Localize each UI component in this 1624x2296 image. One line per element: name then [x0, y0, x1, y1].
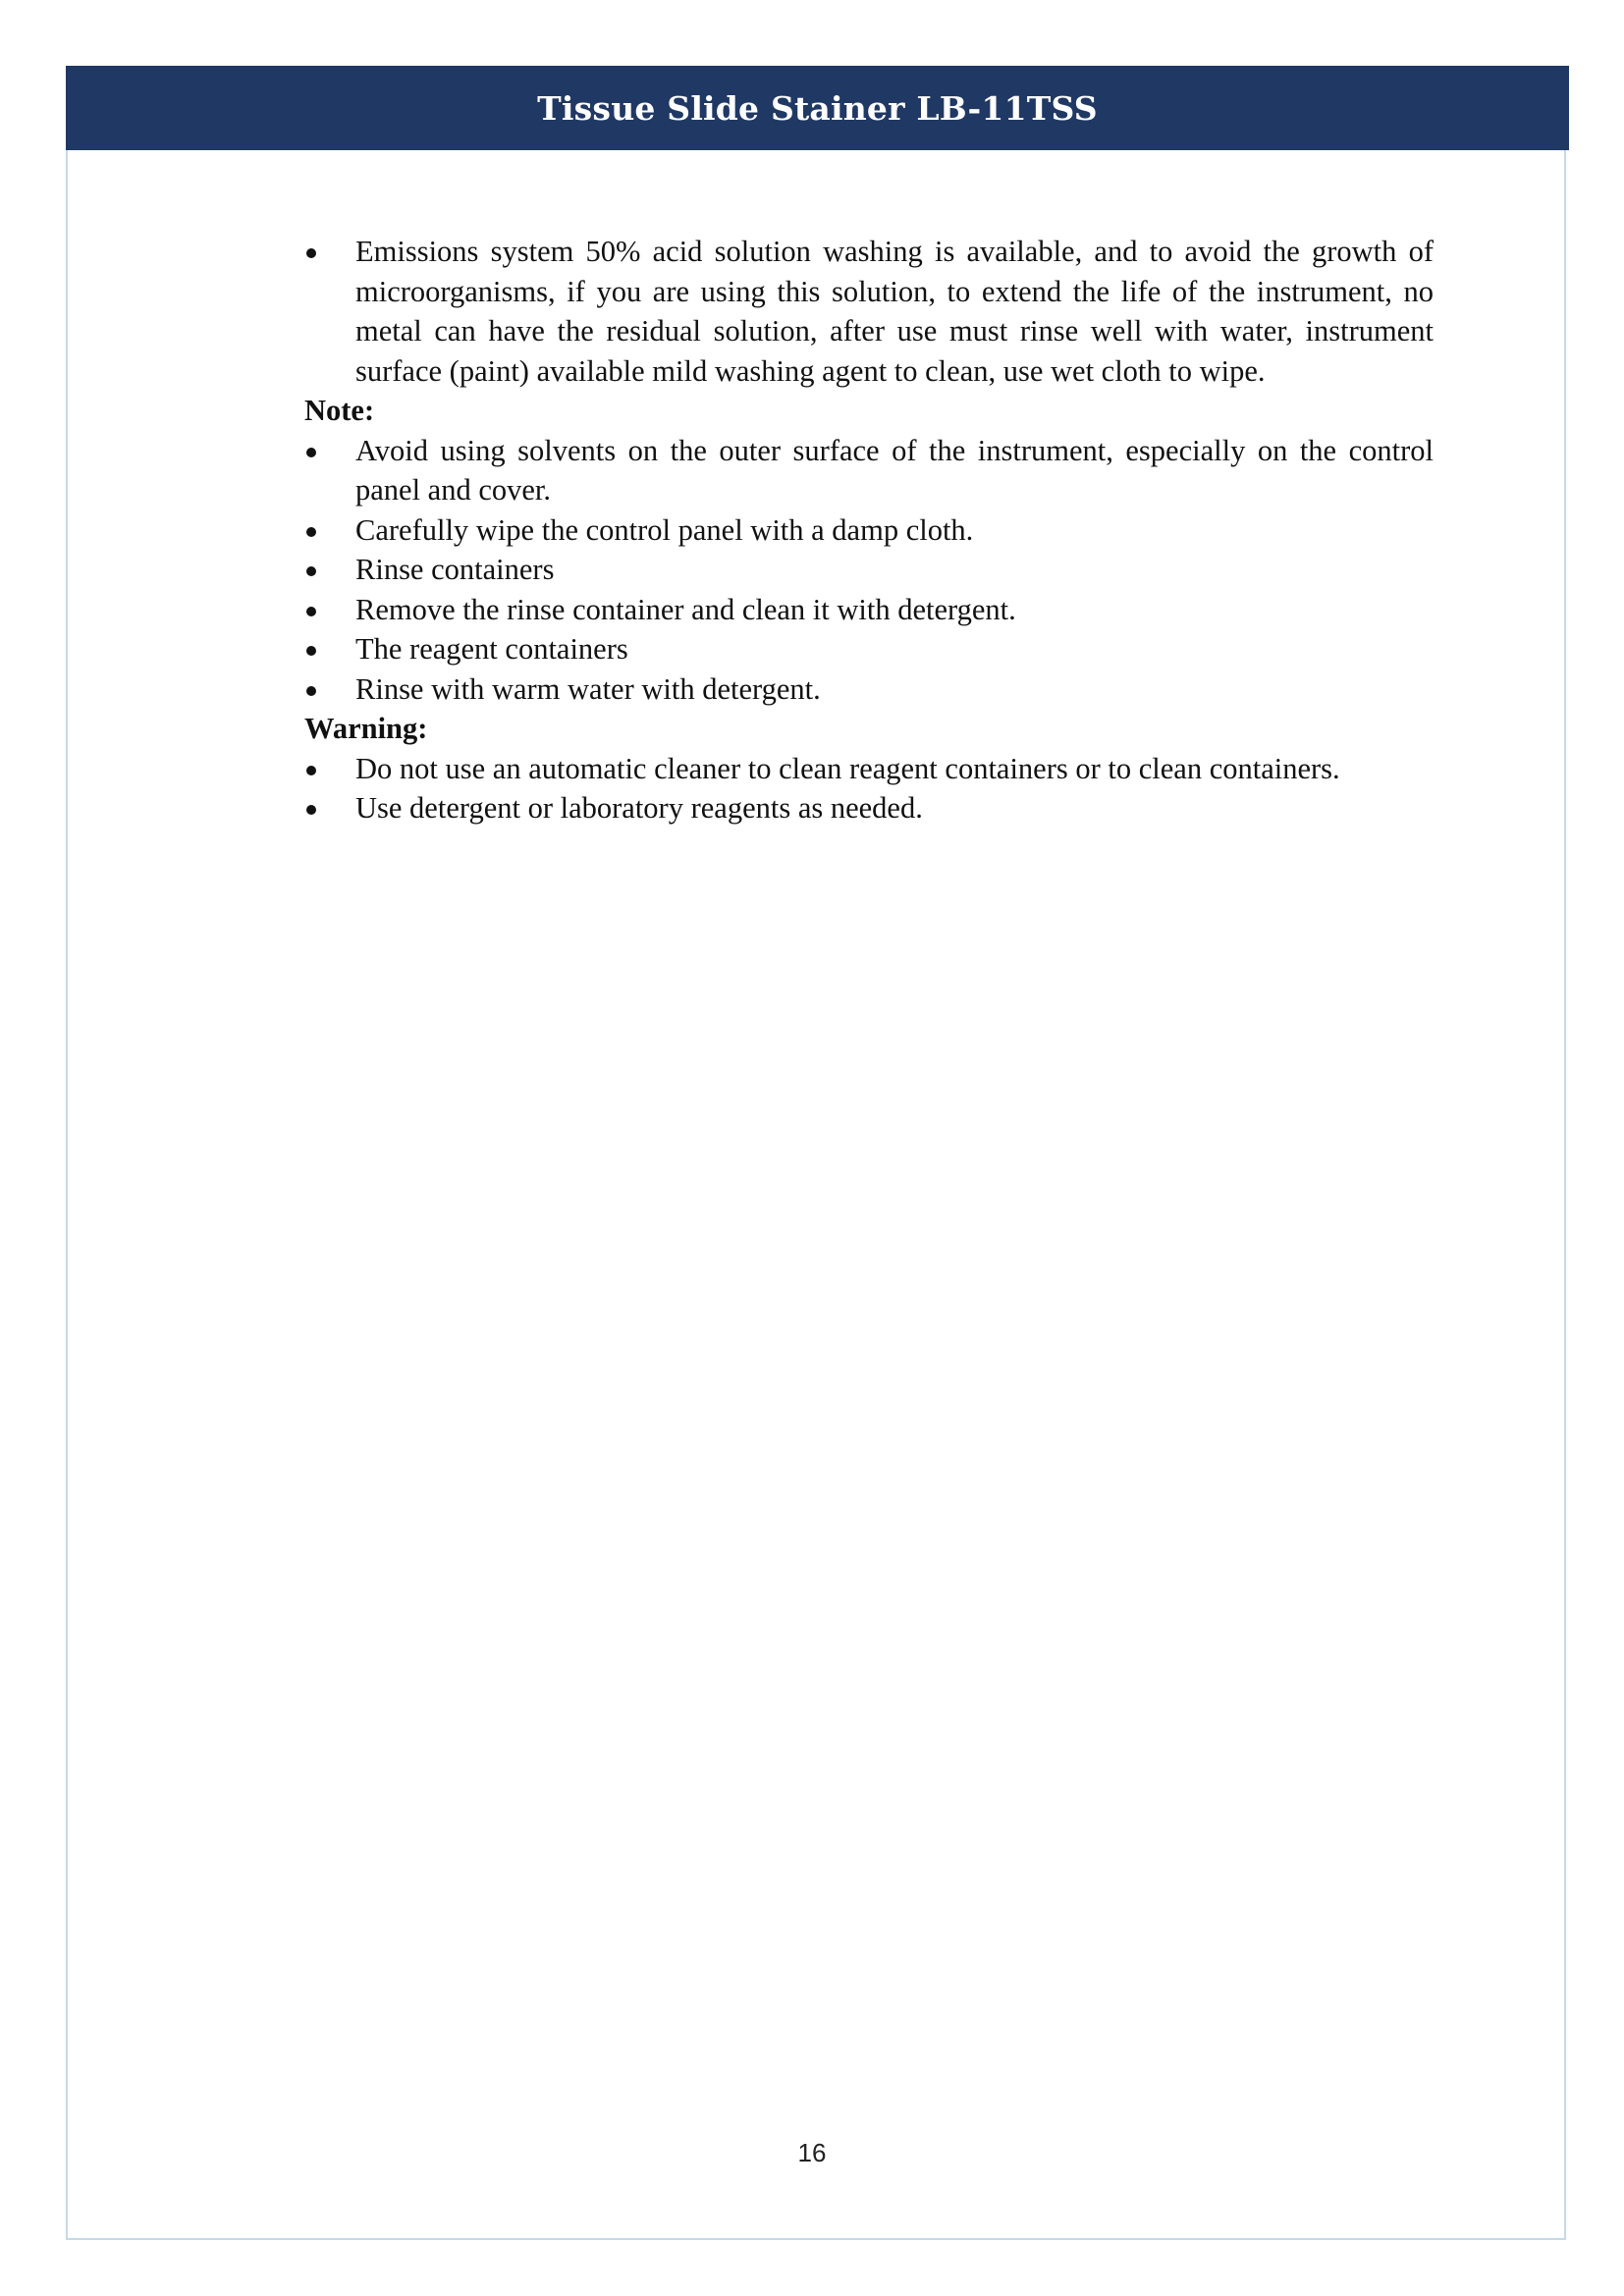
document-title: Tissue Slide Stainer LB-11TSS — [537, 88, 1098, 128]
list-item: Avoid using solvents on the outer surface of the instrument, especially on the control panel and cover. — [304, 431, 1434, 510]
note-heading: Note: — [304, 394, 375, 427]
list-item: Use detergent or laboratory reagents as needed. — [304, 788, 1434, 828]
list-item: Carefully wipe the control panel with a damp cloth. — [304, 510, 1434, 551]
list-item: Emissions system 50% acid solution washing is available, and to avoid the growth of microorganisms, if you are using this solution, to extend the life of the instrument, no metal can have the residual solution, after use must rinse well with water, instrument surface (paint) available mild washing agent to clean, use wet cloth to wipe. — [304, 232, 1434, 391]
list-item: Remove the rinse container and clean it with detergent. — [304, 590, 1434, 630]
list-item: Do not use an automatic cleaner to clean reagent containers or to clean containers. — [304, 749, 1434, 789]
list-item: The reagent containers — [304, 629, 1434, 669]
list-item: Rinse containers — [304, 550, 1434, 590]
warning-list — [304, 749, 1434, 828]
header-bar — [66, 66, 1569, 150]
page-number: 16 — [797, 2138, 827, 2167]
page-content — [304, 232, 1434, 828]
note-list — [304, 431, 1434, 710]
intro-list — [304, 232, 1434, 391]
warning-heading: Warning: — [304, 712, 428, 745]
list-item: Rinse with warm water with detergent. — [304, 669, 1434, 710]
